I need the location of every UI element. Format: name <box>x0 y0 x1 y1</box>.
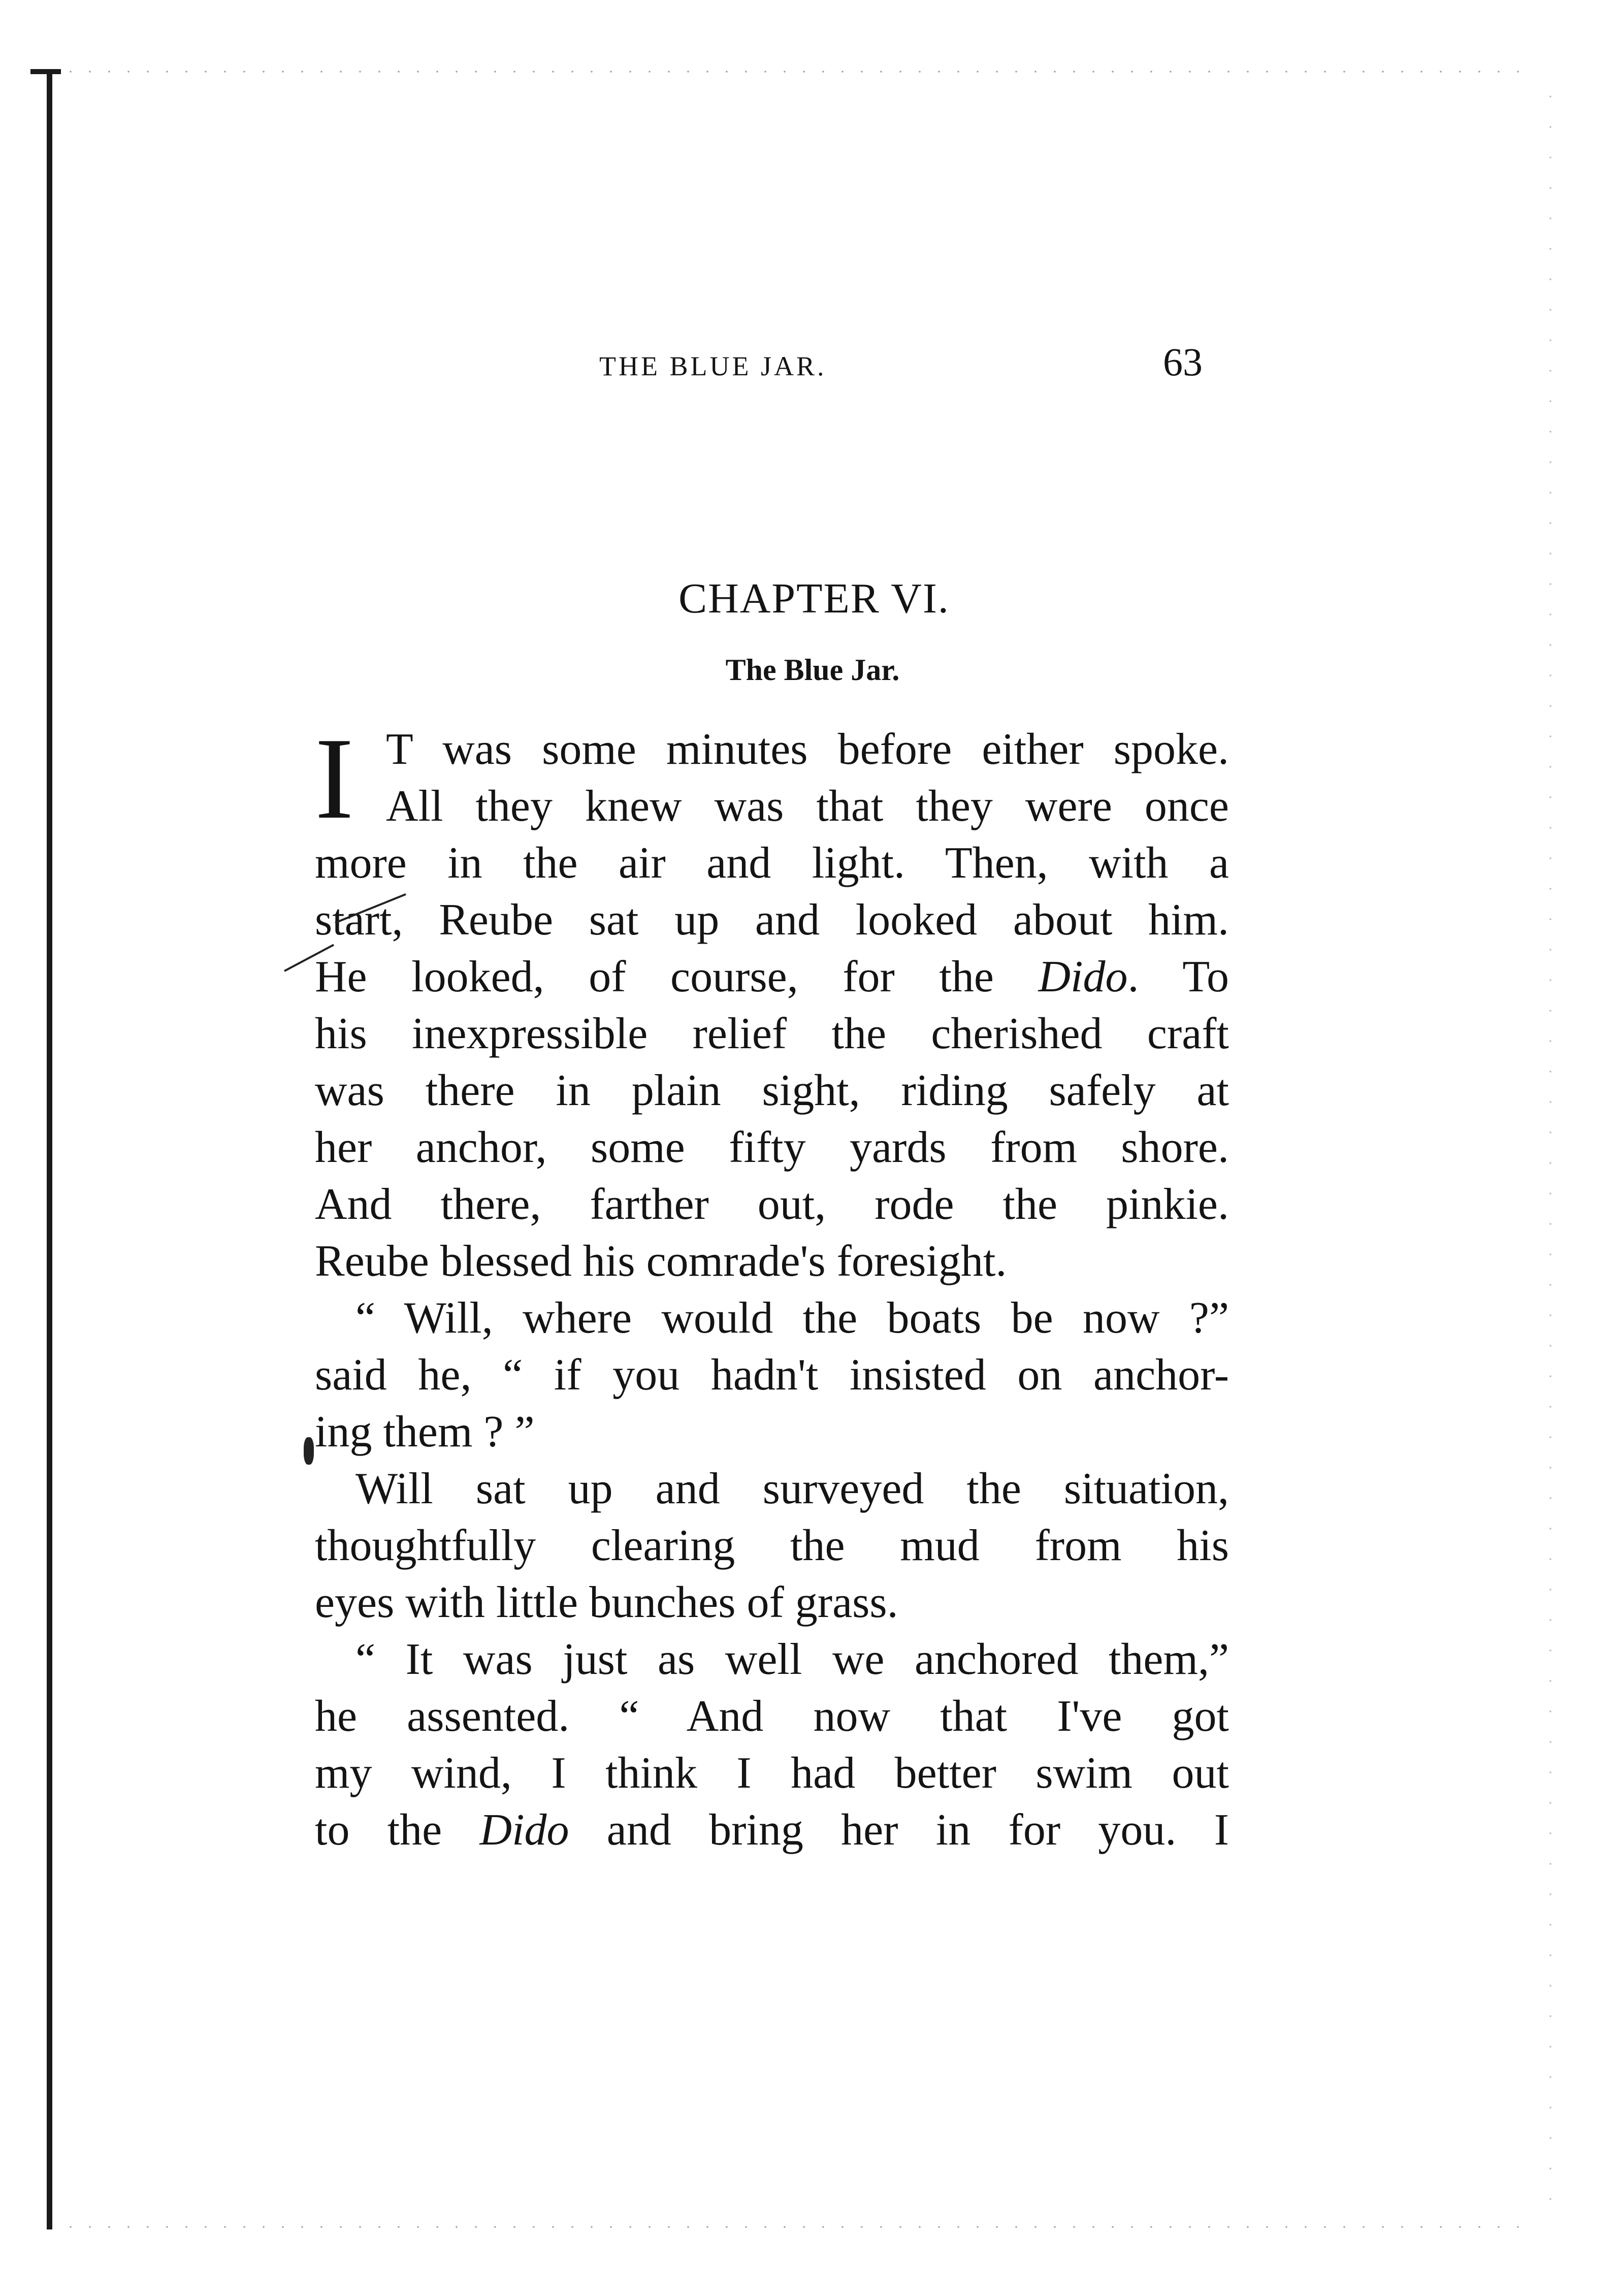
text-line <box>315 949 1229 1006</box>
text-line: And there, farther out, rode the pinkie. <box>315 1180 1229 1229</box>
text-line: eyes with little bunches of grass. <box>315 1578 898 1627</box>
text-line: “ Will, where would the boats be now ?” <box>355 1293 1229 1343</box>
italic-name: Dido <box>1038 952 1128 1001</box>
ink-blot <box>304 1437 314 1465</box>
text-line <box>315 1802 1229 1859</box>
text-line: All they knew was that they were once <box>386 782 1229 831</box>
text-line: ing them ? ” <box>315 1407 535 1457</box>
italic-name: Dido <box>479 1805 569 1855</box>
chapter-subtitle: The Blue Jar. <box>725 653 900 687</box>
text-line: thoughtfully clearing the mud from his <box>315 1521 1229 1570</box>
text-line: her anchor, some fifty yards from shore. <box>315 1123 1229 1172</box>
running-head: THE BLUE JAR. <box>599 351 827 381</box>
scan-noise-top <box>61 70 1534 73</box>
text-line: start, Reube sat up and looked about him. <box>315 895 1229 945</box>
drop-cap: I <box>315 714 354 843</box>
text-line: more in the air and light. Then, with a <box>315 838 1229 888</box>
text-line: his inexpressible relief the cherished craft <box>315 1009 1229 1058</box>
scan-noise-right <box>1549 81 1552 2214</box>
binding-edge <box>47 71 52 2229</box>
chapter-title: CHAPTER VI. <box>678 575 950 622</box>
text-line: T was some minutes before either spoke. <box>386 725 1229 774</box>
text-segment: . To <box>1127 952 1229 1001</box>
text-segment: and bring her in for you. I <box>606 1805 1229 1855</box>
text-line: said he, “ if you hadn't insisted on anchor- <box>315 1350 1229 1400</box>
text-line: Will sat up and surveyed the situation, <box>355 1464 1229 1513</box>
text-line: he assented. “ And now that I've got <box>315 1692 1229 1741</box>
scan-noise-bottom <box>61 2225 1534 2228</box>
text-segment: to the <box>315 1805 442 1855</box>
text-segment: He looked, of course, for the <box>315 952 994 1001</box>
text-line: Reube blessed his comrade's foresight. <box>315 1237 1007 1286</box>
page-number: 63 <box>1163 340 1203 384</box>
text-line: my wind, I think I had better swim out <box>315 1749 1229 1798</box>
text-line: “ It was just as well we anchored them,” <box>355 1635 1229 1684</box>
text-line: was there in plain sight, riding safely at <box>315 1066 1229 1115</box>
binding-edge-corner <box>30 69 61 74</box>
